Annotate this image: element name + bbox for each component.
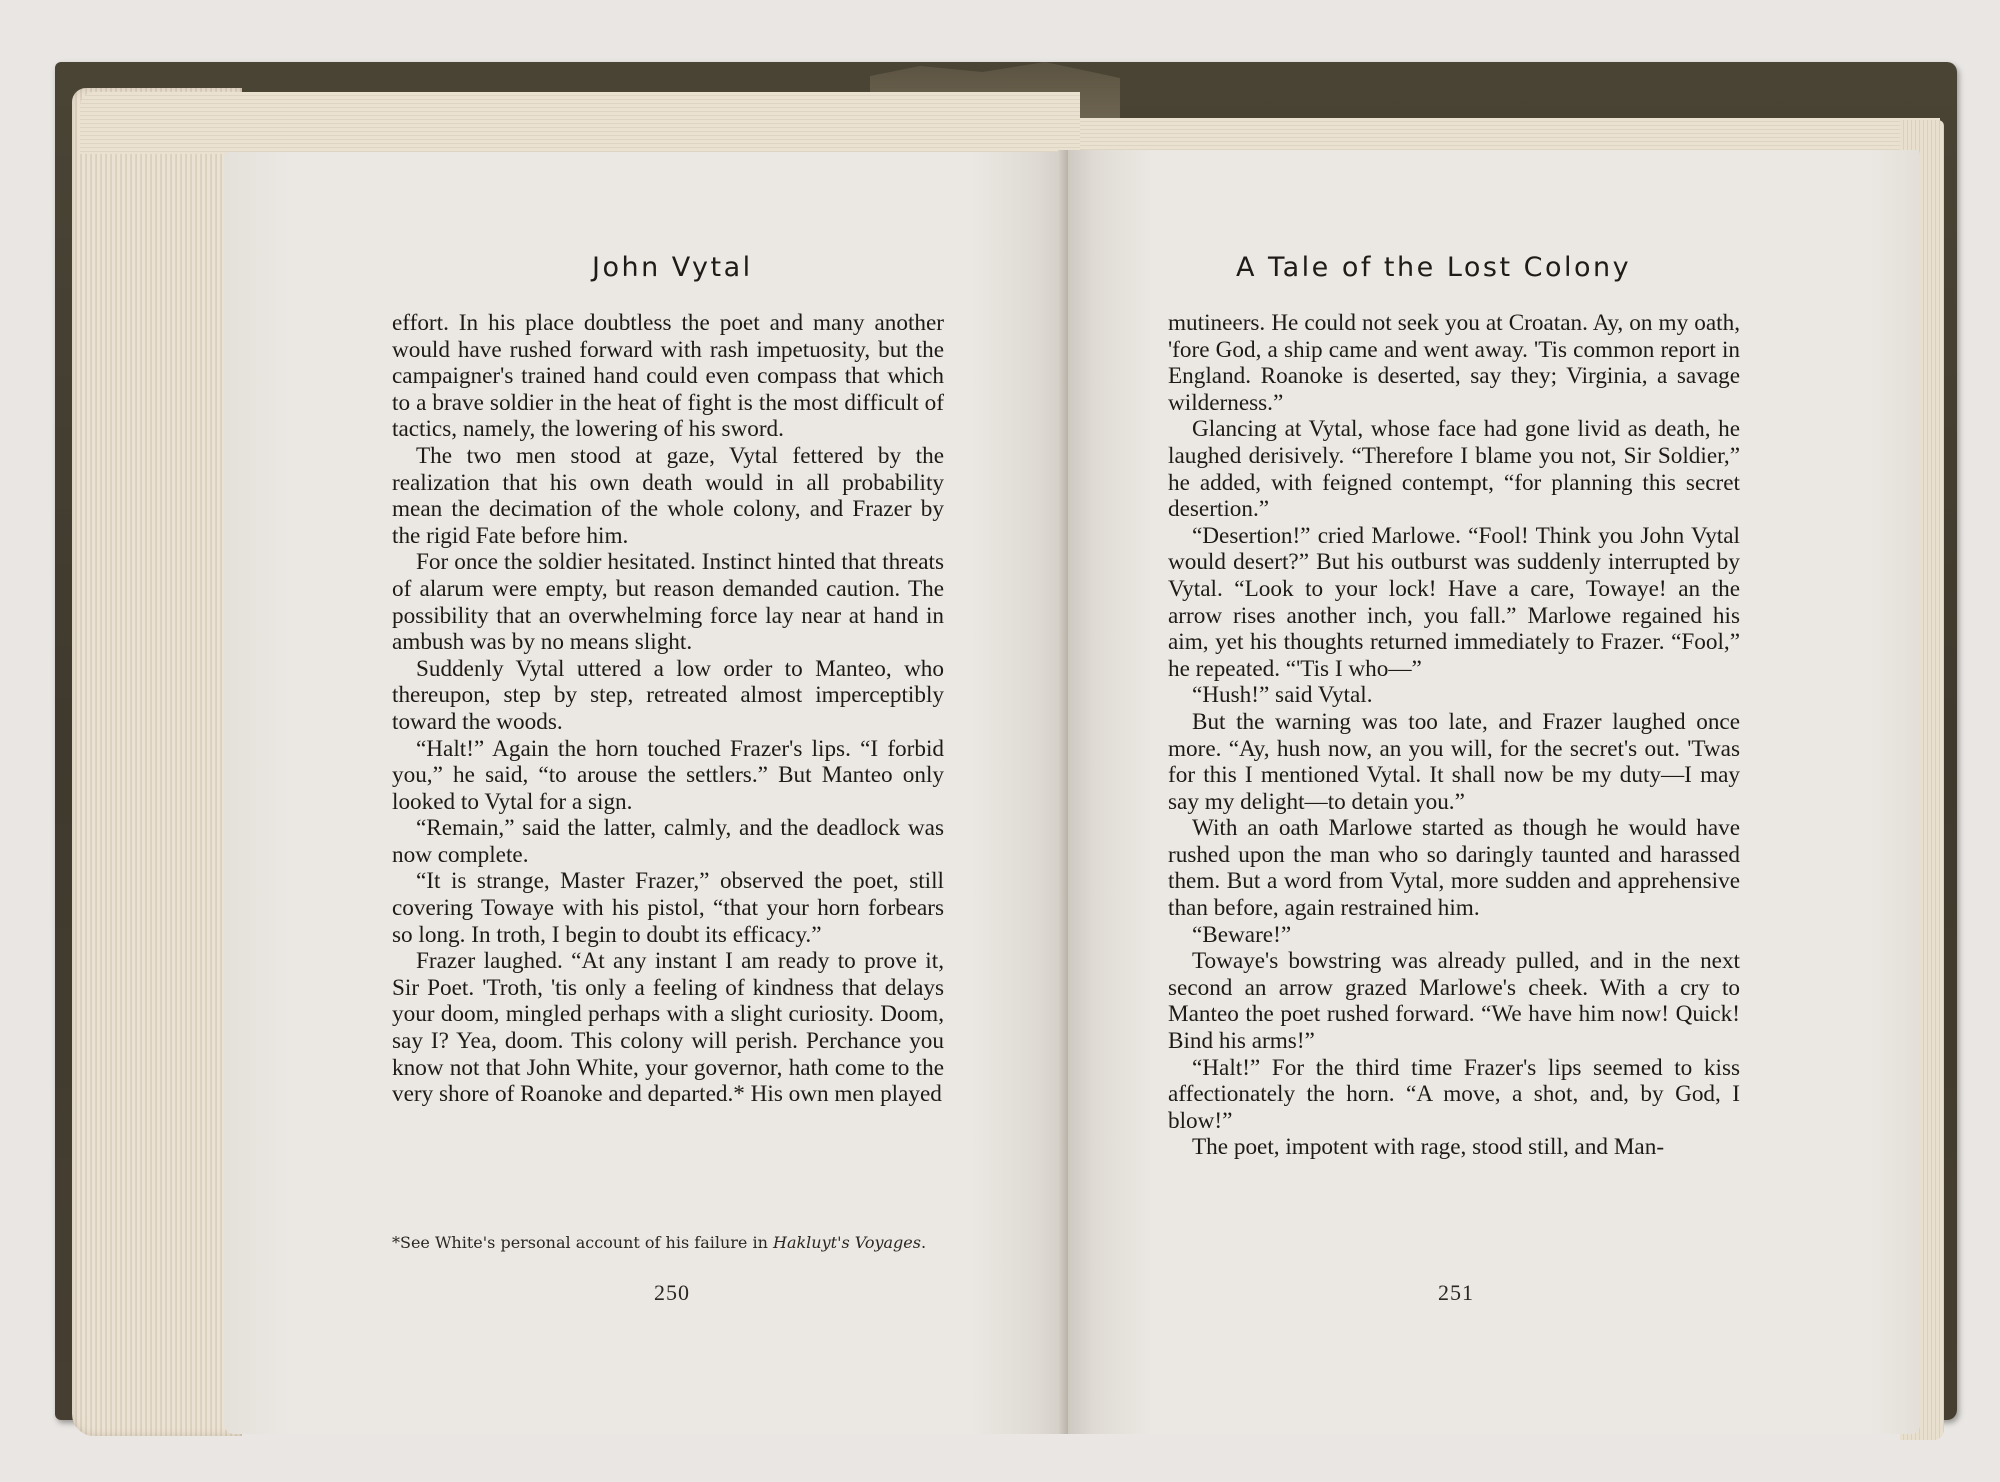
right-paragraph: “Hush!” said Vytal. (1192, 682, 1373, 709)
right-page-number: 251 (1438, 1280, 1474, 1305)
left-paragraph: “It is strange, Master Frazer,” observed the poet, still covering Towaye with his pistol, “that your horn forbears so long. In troth, I begin to doubt its efficacy.” (392, 868, 944, 948)
right-paragraph: “Halt!” For the third time Frazer's lips seemed to kiss affectionately the horn. “A move, a shot, and, by God, I blow!” (1168, 1054, 1740, 1134)
left-paragraph: “Halt!” Again the horn touched Frazer's lips. “I forbid you,” he said, “to arouse the settlers.” But Manteo only looked to Vytal for a sign. (392, 735, 944, 815)
left-page-number: 250 (654, 1280, 690, 1305)
right-paragraph: “Beware!” (1192, 921, 1292, 948)
left-paragraph: Frazer laughed. “At any instant I am ready to prove it, Sir Poet. 'Troth, 'tis only a feeling of kindness that delays your doom, mingled perhaps with a slight curiosity. Doom, say I? Yea, doom. This colony will perish. Perchance you know not that John White, your governor, hath come to the very shore of Roanoke and departed.* His own men played (392, 948, 944, 1108)
right-page (1068, 150, 1920, 1434)
footnote-end: . (920, 1233, 927, 1252)
footnote-title: Hakluyt's Voyages (772, 1233, 921, 1252)
right-running-head: A Tale of the Lost Colony (1236, 252, 1632, 283)
right-paragraph: With an oath Marlowe started as though he would have rushed upon the man who so daringly taunted and harassed them. But a word from Vytal, more sudden and apprehensive than before, again restrained him. (1168, 815, 1740, 922)
right-paragraph: But the warning was too late, and Frazer laughed once more. “Ay, hush now, an you will, for the secret's out. 'Twas for this I mentioned Vytal. It shall now be my duty—I may say my delight—to detain you.” (1168, 708, 1740, 815)
right-paragraph: Glancing at Vytal, whose face had gone livid as death, he laughed derisively. “Therefore I blame you not, Sir Soldier,” he added, with feigned contempt, “for planning this secret desertion.” (1168, 416, 1740, 523)
right-text-block (1168, 310, 1740, 1161)
left-page (224, 152, 1072, 1434)
left-paragraph: “Remain,” said the latter, calmly, and the deadlock was now complete. (392, 815, 944, 868)
right-paragraph: mutineers. He could not seek you at Croatan. Ay, on my oath, 'fore God, a ship came and went away. 'Tis common report in England. Roanoke is deserted, say they; Virginia, a savage wilderness.” (1168, 310, 1740, 416)
right-paragraph: “Desertion!” cried Marlowe. “Fool! Think you John Vytal would desert?” But his outburst was suddenly interrupted by Vytal. “Look to your lock! Have a care, Towaye! an the arrow rises another inch, you fall.” Marlowe regained his aim, yet his thoughts returned immediately to Frazer. “Fool,” he repeated. “'Tis I who—” (1168, 522, 1740, 682)
left-paragraph: effort. In his place doubtless the poet and many another would have rushed forward with rash impetuosity, but the campaigner's trained hand could even compass that which to a brave soldier in the heat of fight is the most difficult of tactics, namely, the lowering of his sword. (392, 310, 944, 443)
page-edges-top-left (80, 92, 1080, 154)
left-footnote (392, 1232, 944, 1254)
right-paragraph: The poet, impotent with rage, stood still, and Man- (1192, 1134, 1665, 1161)
left-paragraph: The two men stood at gaze, Vytal fettered by the realization that his own death would in all probability mean the decimation of the whole colony, and Frazer by the rigid Fate before him. (392, 442, 944, 549)
left-paragraph: Suddenly Vytal uttered a low order to Manteo, who thereupon, step by step, retreated almost imperceptibly toward the woods. (392, 655, 944, 735)
page-edges-left (72, 88, 242, 1436)
left-running-head: John Vytal (592, 252, 753, 283)
left-paragraph: For once the soldier hesitated. Instinct hinted that threats of alarum were empty, but reason demanded caution. The possibility that an overwhelming force lay near at hand in ambush was by no means slight. (392, 549, 944, 656)
page-edges-top-right (1080, 118, 1940, 154)
right-paragraph: Towaye's bowstring was already pulled, and in the next second an arrow grazed Marlowe's cheek. With a cry to Manteo the poet rushed forward. “We have him now! Quick! Bind his arms!” (1168, 948, 1740, 1055)
left-text-block (392, 310, 944, 1108)
footnote-lead: *See White's personal account of his failure in (392, 1233, 773, 1252)
